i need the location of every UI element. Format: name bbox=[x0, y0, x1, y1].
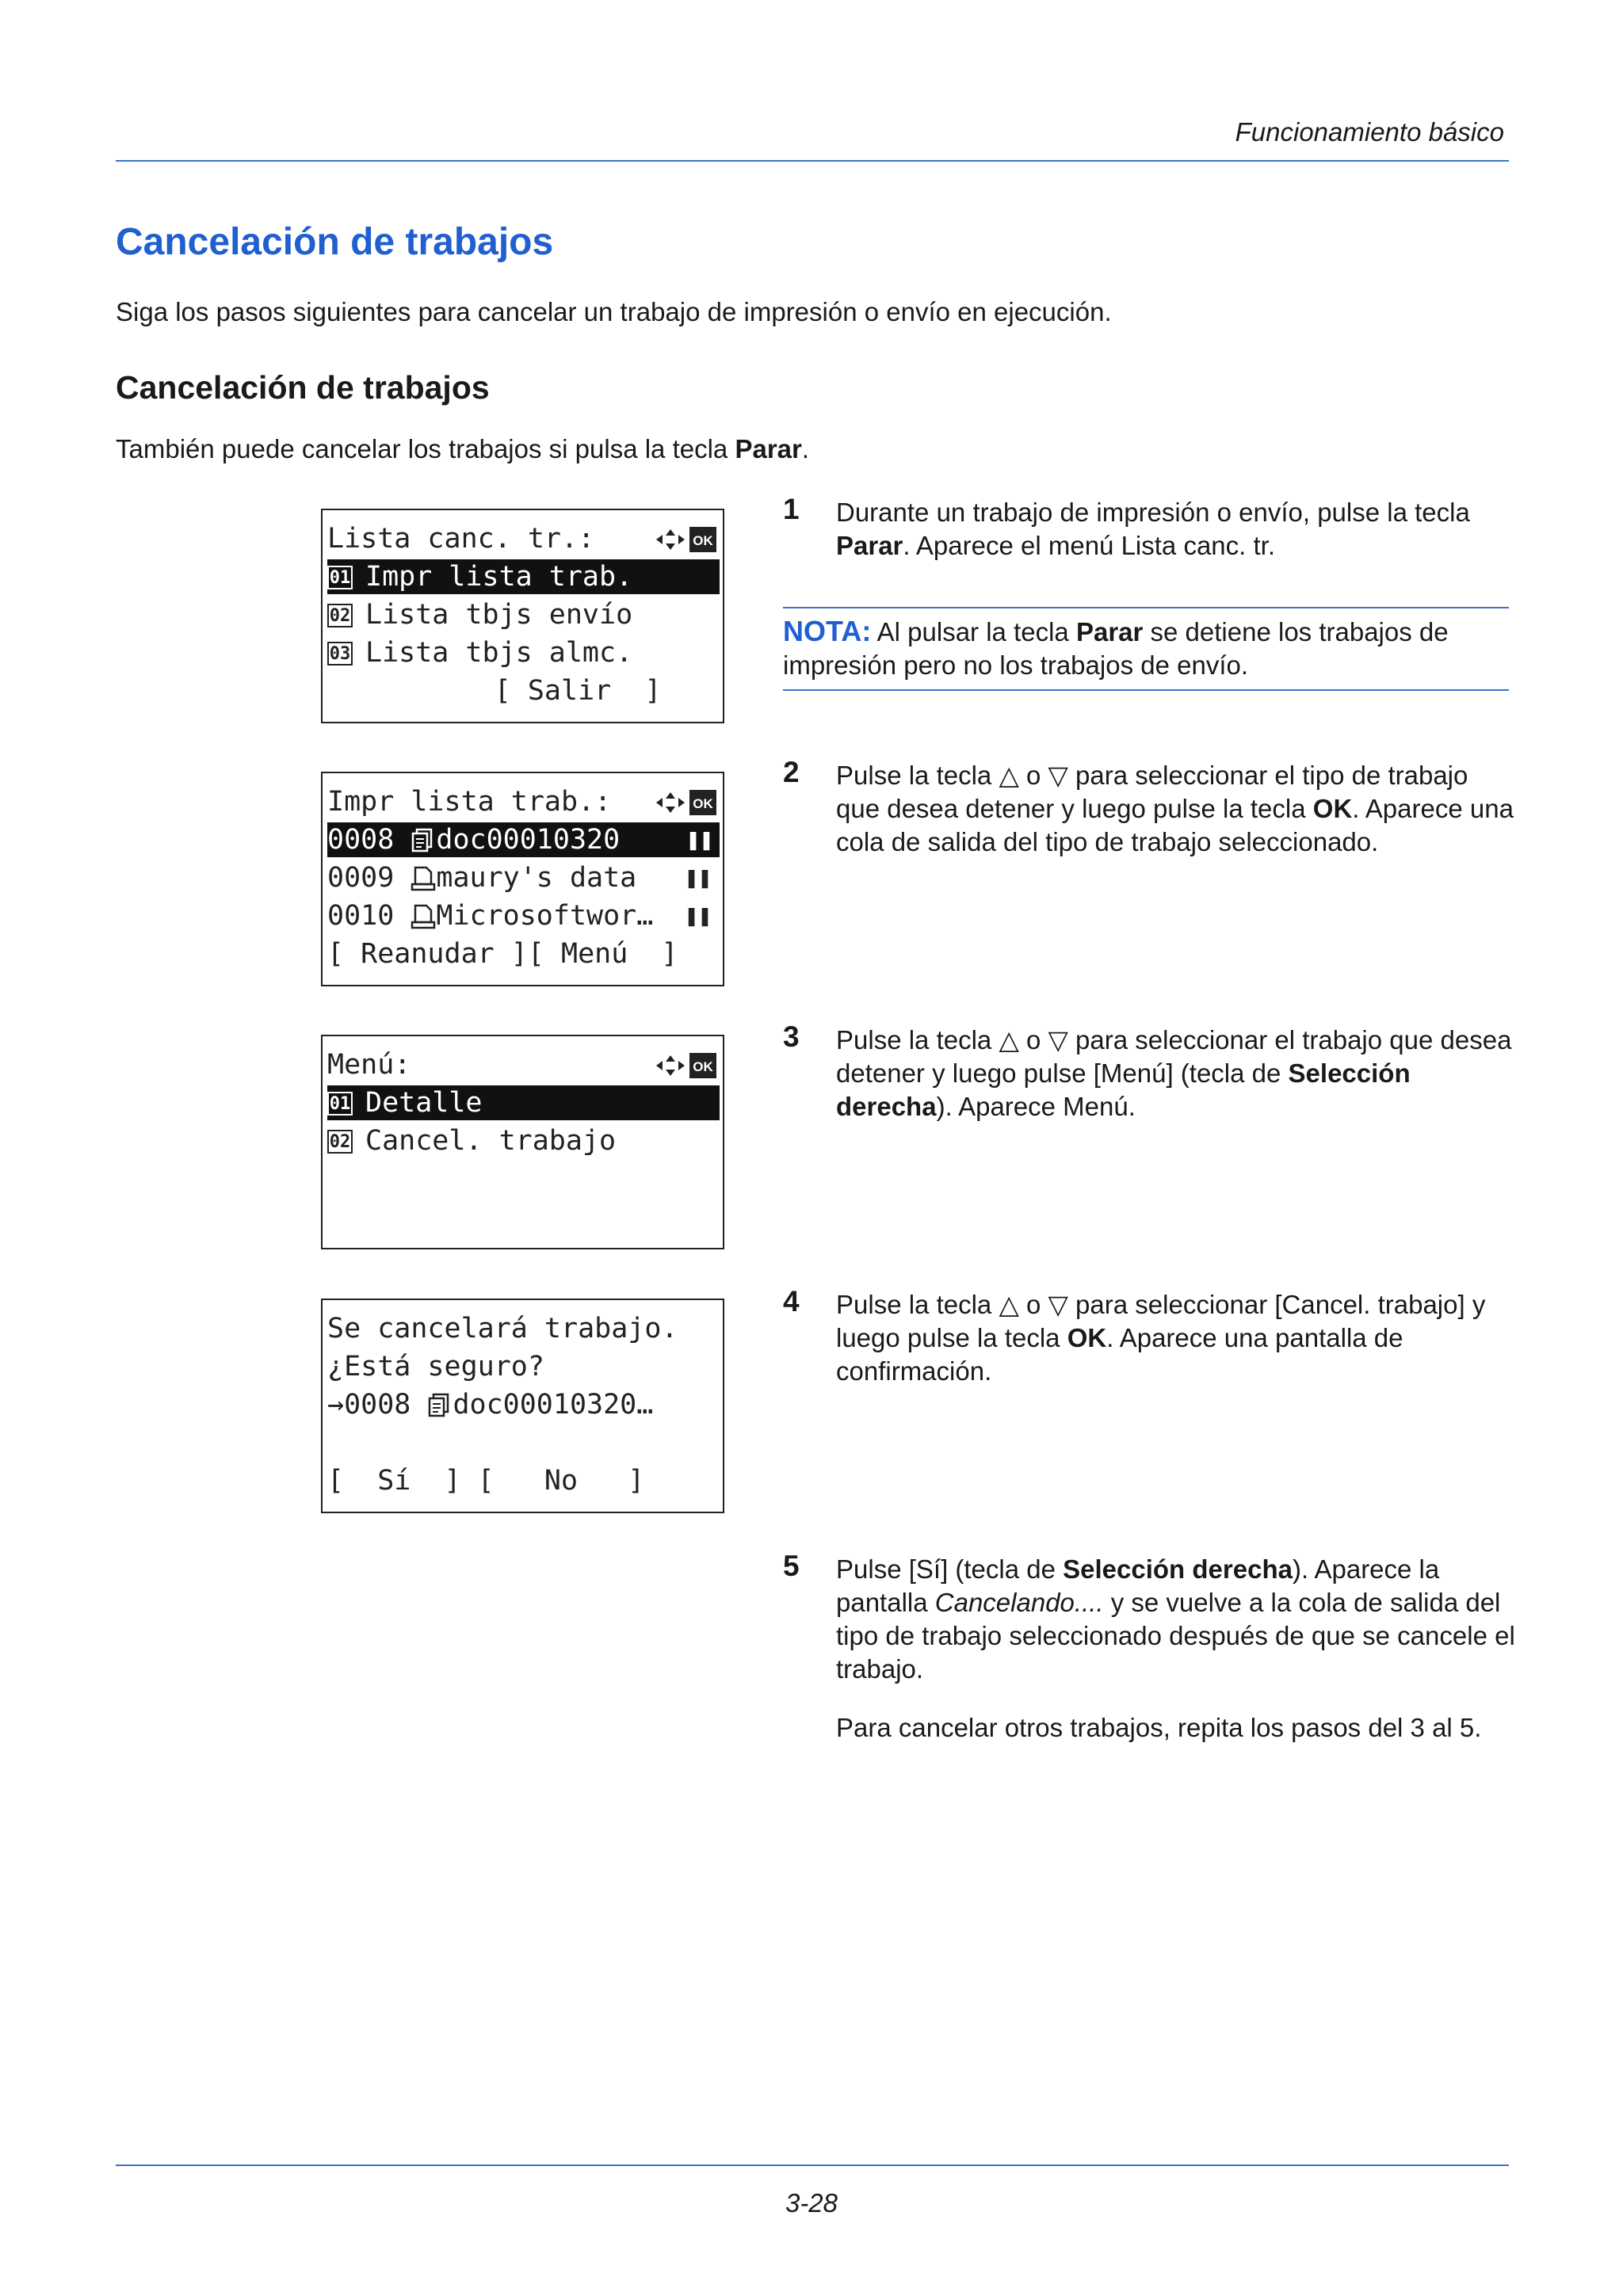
note-rule-bottom bbox=[783, 689, 1509, 691]
step-number: 4 bbox=[783, 1285, 800, 1318]
svg-text:OK: OK bbox=[693, 1059, 713, 1074]
step-text: Pulse la tecla △ o ▽ para seleccionar [Cancel. trabajo] y luego pulse la tecla OK. Aparece una pantalla de confirmación. bbox=[836, 1290, 1486, 1386]
step-number: 5 bbox=[783, 1550, 800, 1582]
nav-ok-icon bbox=[653, 526, 718, 553]
step-number: 1 bbox=[783, 493, 800, 525]
confirm-line: Se cancelará trabajo. bbox=[327, 1313, 678, 1344]
lcd-item-selected[interactable]: 01 Impr lista trab. bbox=[327, 559, 720, 594]
copy-doc-icon bbox=[411, 827, 436, 854]
lcd-title: Menú: bbox=[327, 1049, 411, 1081]
confirm-line: ¿Está seguro? bbox=[327, 1351, 544, 1383]
note-box: NOTA: Al pulsar la tecla Parar se detiene los trabajos de impresión pero no los trabajos de envío. bbox=[783, 615, 1449, 680]
step-text: Pulse la tecla △ o ▽ para seleccionar el trabajo que desea detener y luego pulse [Menú] (tecla de Selección derecha). Aparece Menú. bbox=[836, 1025, 1512, 1121]
running-header: Funcionamiento básico bbox=[1235, 117, 1504, 147]
job-row-selected[interactable]: 0008 doc00010320 ❚❚ bbox=[327, 822, 720, 857]
step-extra-text: Para cancelar otros trabajos, repita los pasos del 3 al 5. bbox=[836, 1713, 1482, 1742]
step-text: Durante un trabajo de impresión o envío, pulse la tecla Parar. Aparece el menú Lista canc. tr. bbox=[836, 498, 1470, 560]
menu-item[interactable]: 02 Cancel. trabajo bbox=[327, 1123, 718, 1158]
pause-icon: ❚❚ bbox=[685, 902, 712, 929]
confirm-job: →0008 doc00010320… bbox=[327, 1389, 654, 1421]
step-number: 3 bbox=[783, 1020, 800, 1053]
lcd-screen-cancel-list bbox=[321, 509, 724, 723]
lcd-softkeys[interactable]: [ Reanudar ][ Menú ] bbox=[327, 938, 678, 970]
lcd-softkey-salir[interactable]: [ Salir ] bbox=[327, 675, 662, 707]
step-text: Pulse [Sí] (tecla de Selección derecha). Aparece la pantalla Cancelando.... y se vuelve a la cola de salida del tipo de trabajo seleccionado después de que se cancele el trabajo. bbox=[836, 1554, 1515, 1684]
page-number: 3-28 bbox=[785, 2188, 838, 2218]
nav-ok-icon bbox=[653, 1052, 718, 1079]
svg-text:OK: OK bbox=[693, 533, 713, 548]
menu-item-selected[interactable]: 01 Detalle bbox=[327, 1085, 720, 1120]
pause-icon: ❚❚ bbox=[686, 826, 713, 852]
step-number: 2 bbox=[783, 756, 800, 788]
lcd-item[interactable]: 03 Lista tbjs almc. bbox=[327, 635, 718, 670]
page-title: Cancelación de trabajos bbox=[116, 221, 554, 263]
lcd-item[interactable]: 02 Lista tbjs envío bbox=[327, 597, 718, 632]
step-text: Pulse la tecla △ o ▽ para seleccionar el tipo de trabajo que desea detener y luego pulse la tecla OK. Aparece una cola de salida del tipo de trabajo seleccionado. bbox=[836, 761, 1514, 856]
section-intro: También puede cancelar los trabajos si pulsa la tecla Parar. bbox=[116, 434, 810, 463]
copy-doc-icon bbox=[427, 1392, 453, 1419]
nav-ok-icon bbox=[653, 789, 718, 816]
pause-icon: ❚❚ bbox=[685, 864, 712, 891]
header-rule bbox=[116, 160, 1509, 162]
lcd-screen-print-jobs bbox=[321, 772, 724, 986]
footer-rule bbox=[116, 2164, 1509, 2166]
note-rule-top bbox=[783, 607, 1509, 608]
lcd-title: Lista canc. tr.: bbox=[327, 523, 595, 555]
section-title: Cancelación de trabajos bbox=[116, 369, 490, 406]
job-row[interactable]: 0010 Microsoftwor… ❚❚ bbox=[327, 900, 712, 932]
print-doc-icon bbox=[411, 865, 436, 892]
lcd-screen-menu bbox=[321, 1035, 724, 1249]
confirm-softkeys[interactable]: [ Sí ] [ No ] bbox=[327, 1465, 645, 1497]
lcd-title: Impr lista trab.: bbox=[327, 786, 612, 818]
lcd-screen-confirm bbox=[321, 1299, 724, 1513]
svg-text:OK: OK bbox=[693, 796, 713, 811]
intro-text: Siga los pasos siguientes para cancelar un trabajo de impresión o envío en ejecución. bbox=[116, 297, 1112, 326]
job-row[interactable]: 0009 maury's data ❚❚ bbox=[327, 862, 712, 894]
print-doc-icon bbox=[411, 903, 436, 930]
